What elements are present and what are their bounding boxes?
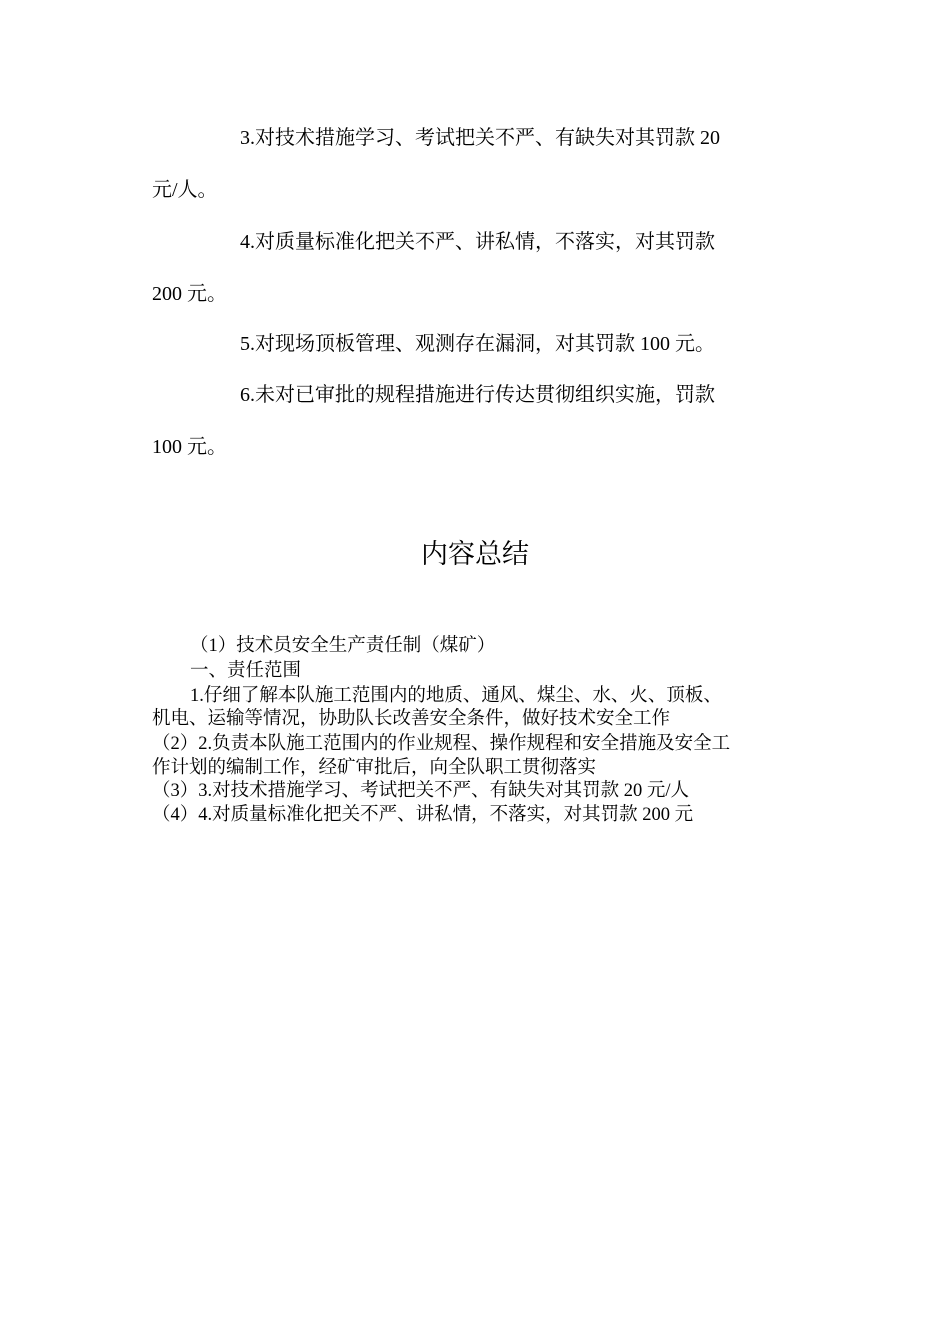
paragraph-3-line-2: 元/人。 [152, 179, 218, 201]
summary-line: 1.仔细了解本队施工范围内的地质、通风、煤尘、水、火、顶板、 [190, 686, 722, 706]
summary-line: （2）2.负责本队施工范围内的作业规程、操作规程和安全措施及安全工 [152, 734, 731, 754]
summary-title: 内容总结 [421, 539, 529, 569]
paragraph-6-line-1: 6.未对已审批的规程措施进行传达贯彻组织实施，罚款 [240, 384, 715, 406]
paragraph-5-line-1: 5.对现场顶板管理、观测存在漏洞，对其罚款 100 元。 [240, 333, 715, 355]
summary-line: 一、责任范围 [190, 661, 302, 681]
summary-line: 机电、运输等情况，协助队长改善安全条件，做好技术安全工作 [152, 709, 671, 729]
summary-line: 作计划的编制工作，经矿审批后，向全队职工贯彻落实 [152, 758, 597, 778]
summary-line: （1）技术员安全生产责任制（煤矿） [190, 636, 496, 656]
summary-line: （3）3.对技术措施学习、考试把关不严、有缺失对其罚款 20 元/人 [152, 781, 690, 801]
paragraph-4-line-1: 4.对质量标准化把关不严、讲私情，不落实，对其罚款 [240, 231, 715, 253]
paragraph-4-line-2: 200 元。 [152, 283, 227, 305]
summary-line: （4）4.对质量标准化把关不严、讲私情，不落实，对其罚款 200 元 [152, 805, 694, 825]
paragraph-3-line-1: 3.对技术措施学习、考试把关不严、有缺失对其罚款 20 [240, 127, 720, 149]
paragraph-6-line-2: 100 元。 [152, 436, 227, 458]
